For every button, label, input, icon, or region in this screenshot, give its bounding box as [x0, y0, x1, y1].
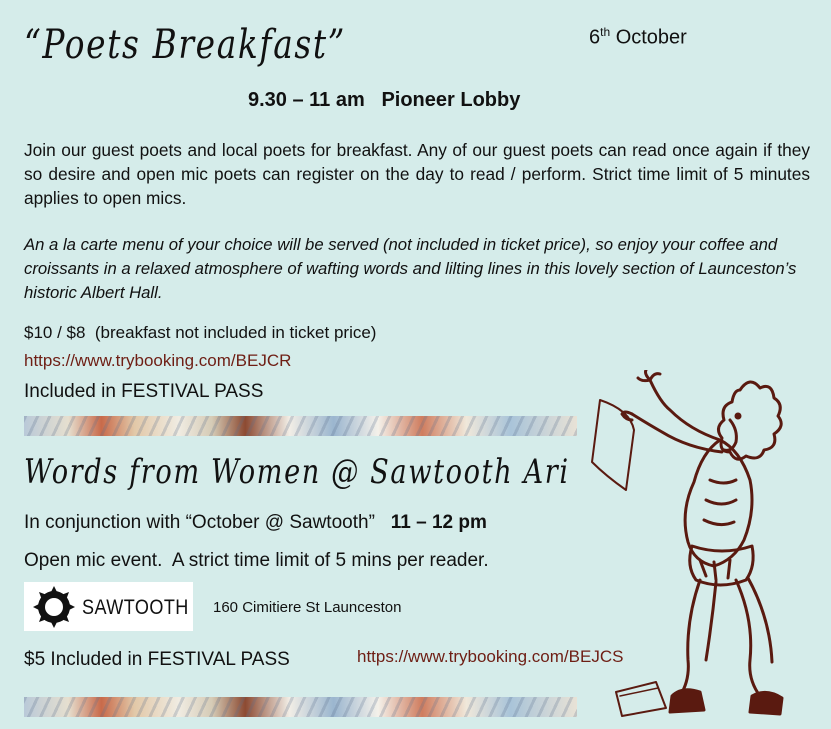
dancing-figure-illustration	[580, 370, 790, 720]
event2-address: 160 Cimitiere St Launceston	[213, 599, 402, 616]
conjunction-text: In conjunction with “October @ Sawtooth”	[24, 512, 375, 533]
event1-menu-note: An a la carte menu of your choice will be served (not included in ticket price), so enjoy your coffee and croissants in a relaxed atmosphere of wafting words and lilting lines in this lovely section of Launceston’s historic Albert Hall.	[24, 235, 797, 302]
event1-date	[589, 25, 687, 50]
sawtooth-logo	[24, 582, 193, 631]
event2-booking-link[interactable]: https://www.trybooking.com/BEJCS	[357, 647, 624, 666]
event1-title: “Poets Breakfast”	[24, 22, 347, 68]
sawtooth-gear-icon	[31, 584, 77, 630]
event2-conjunction	[24, 512, 487, 534]
event1-pass: Included in FESTIVAL PASS	[24, 381, 264, 402]
event2-open-mic: Open mic event. A strict time limit of 5 mins per reader.	[24, 550, 489, 571]
date-day: 6	[589, 26, 601, 49]
date-suffix: th	[600, 25, 611, 39]
event1-description: Join our guest poets and local poets for breakfast. Any of our guest poets can read once again if they so desire and open mic poets can register on the day to read / perform. Strict time limit of 5 minutes applies to open mics.	[24, 140, 810, 208]
event2-pass: $5 Included in FESTIVAL PASS	[24, 649, 290, 670]
date-month: October	[610, 26, 687, 49]
event2-title: Words from Women @ Sawtooth Ari	[24, 452, 570, 492]
event1-booking-link[interactable]: https://www.trybooking.com/BEJCR	[24, 351, 292, 370]
sawtooth-logo-text: SAWTOOTH	[82, 596, 189, 619]
event1-time-venue: 9.30 – 11 am Pioneer Lobby	[248, 89, 521, 111]
event2-time: 11 – 12 pm	[390, 512, 487, 533]
event1-price: $10 / $8 (breakfast not included in ticket price)	[24, 323, 377, 342]
decorative-strip-top	[24, 416, 577, 436]
decorative-strip-bottom	[24, 697, 577, 717]
